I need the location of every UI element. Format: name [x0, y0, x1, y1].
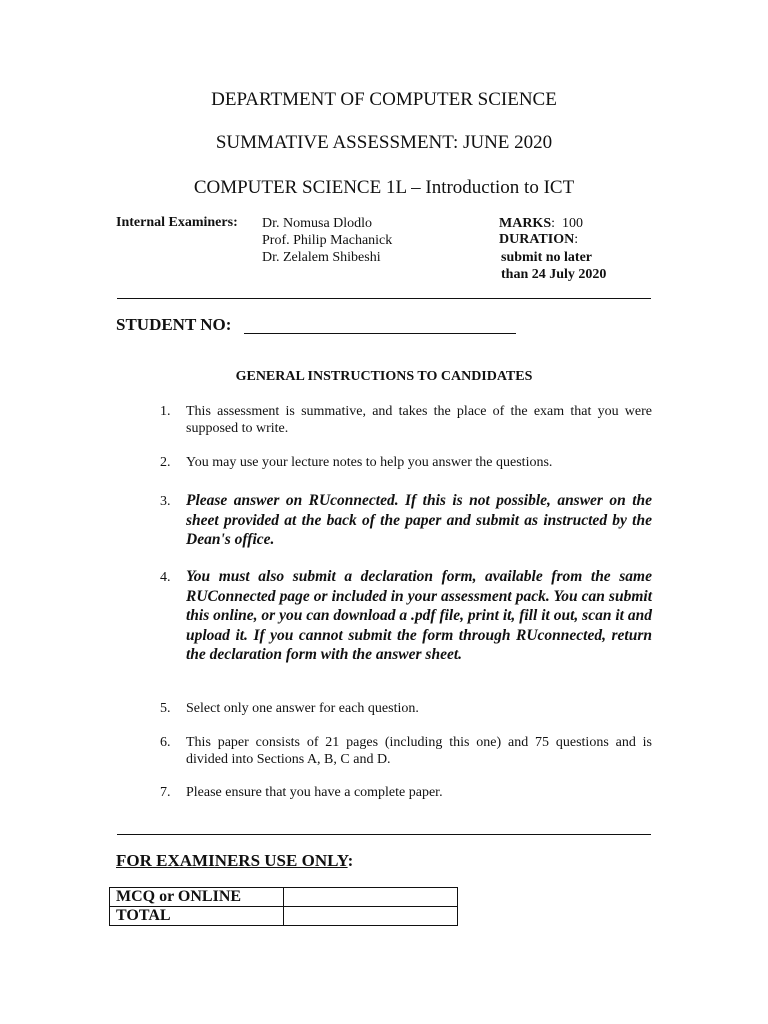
examiners-score-table [109, 887, 458, 926]
instruction-item: 6. This paper consists of 21 pages (including this one) and 75 questions and is divided into Sections A, B, C and D. [160, 735, 652, 767]
department-title: DEPARTMENT OF COMPUTER SCIENCE [211, 89, 557, 110]
student-no-field[interactable] [244, 333, 516, 334]
marks-value: 100 [562, 216, 584, 231]
examiner-name: Dr. Nomusa Dlodlo [262, 216, 373, 231]
table-row [110, 907, 458, 926]
examiners-list [262, 215, 392, 266]
divider [117, 834, 651, 835]
examiners-use-heading: FOR EXAMINERS USE ONLY: [116, 851, 354, 870]
instruction-item: 1. This assessment is summative, and takes the place of the exam that you were supposed to write. [160, 404, 652, 436]
instruction-item: 3. Please answer on RUconnected. If this is not possible, answer on the sheet provided at the back of the paper and submit as instructed by the Dean's office. [160, 492, 652, 548]
course-title: COMPUTER SCIENCE 1L – Introduction to ICT [193, 177, 575, 198]
instruction-item: 2. You may use your lecture notes to help you answer the questions. [160, 455, 553, 470]
instruction-item: 5. Select only one answer for each question. [160, 701, 419, 716]
duration-label: DURATION [499, 232, 575, 247]
table-row [110, 888, 458, 907]
examiner-name: Prof. Philip Machanick [262, 233, 393, 248]
instructions-heading: GENERAL INSTRUCTIONS TO CANDIDATES [235, 369, 533, 384]
divider [117, 298, 651, 299]
student-no-label: STUDENT NO: [116, 315, 232, 334]
duration-info: DURATION: [499, 232, 579, 247]
instruction-item: 4. You must also submit a declaration form, available from the same RUConnected page or included in your assessment pack. You can submit this online, or you can download a .pdf file, print it, fill it out, scan it and upload it. If you cannot submit the form through RUconnected, return the declaration form with the answer sheet. [160, 568, 652, 663]
score-cell[interactable] [284, 888, 458, 907]
score-cell[interactable] [284, 907, 458, 926]
assessment-title: SUMMATIVE ASSESSMENT: JUNE 2020 [215, 132, 553, 153]
score-row-label: MCQ or ONLINE [110, 888, 284, 907]
duration-value: submit no later than 24 July 2020 [501, 250, 607, 282]
internal-examiners-label: Internal Examiners: [116, 215, 238, 230]
instruction-item: 7. Please ensure that you have a complete paper. [160, 785, 443, 800]
marks-info: MARKS: 100 [499, 216, 584, 231]
marks-label: MARKS [499, 216, 552, 231]
score-row-label: TOTAL [110, 907, 284, 926]
examiner-name: Dr. Zelalem Shibeshi [262, 250, 381, 265]
